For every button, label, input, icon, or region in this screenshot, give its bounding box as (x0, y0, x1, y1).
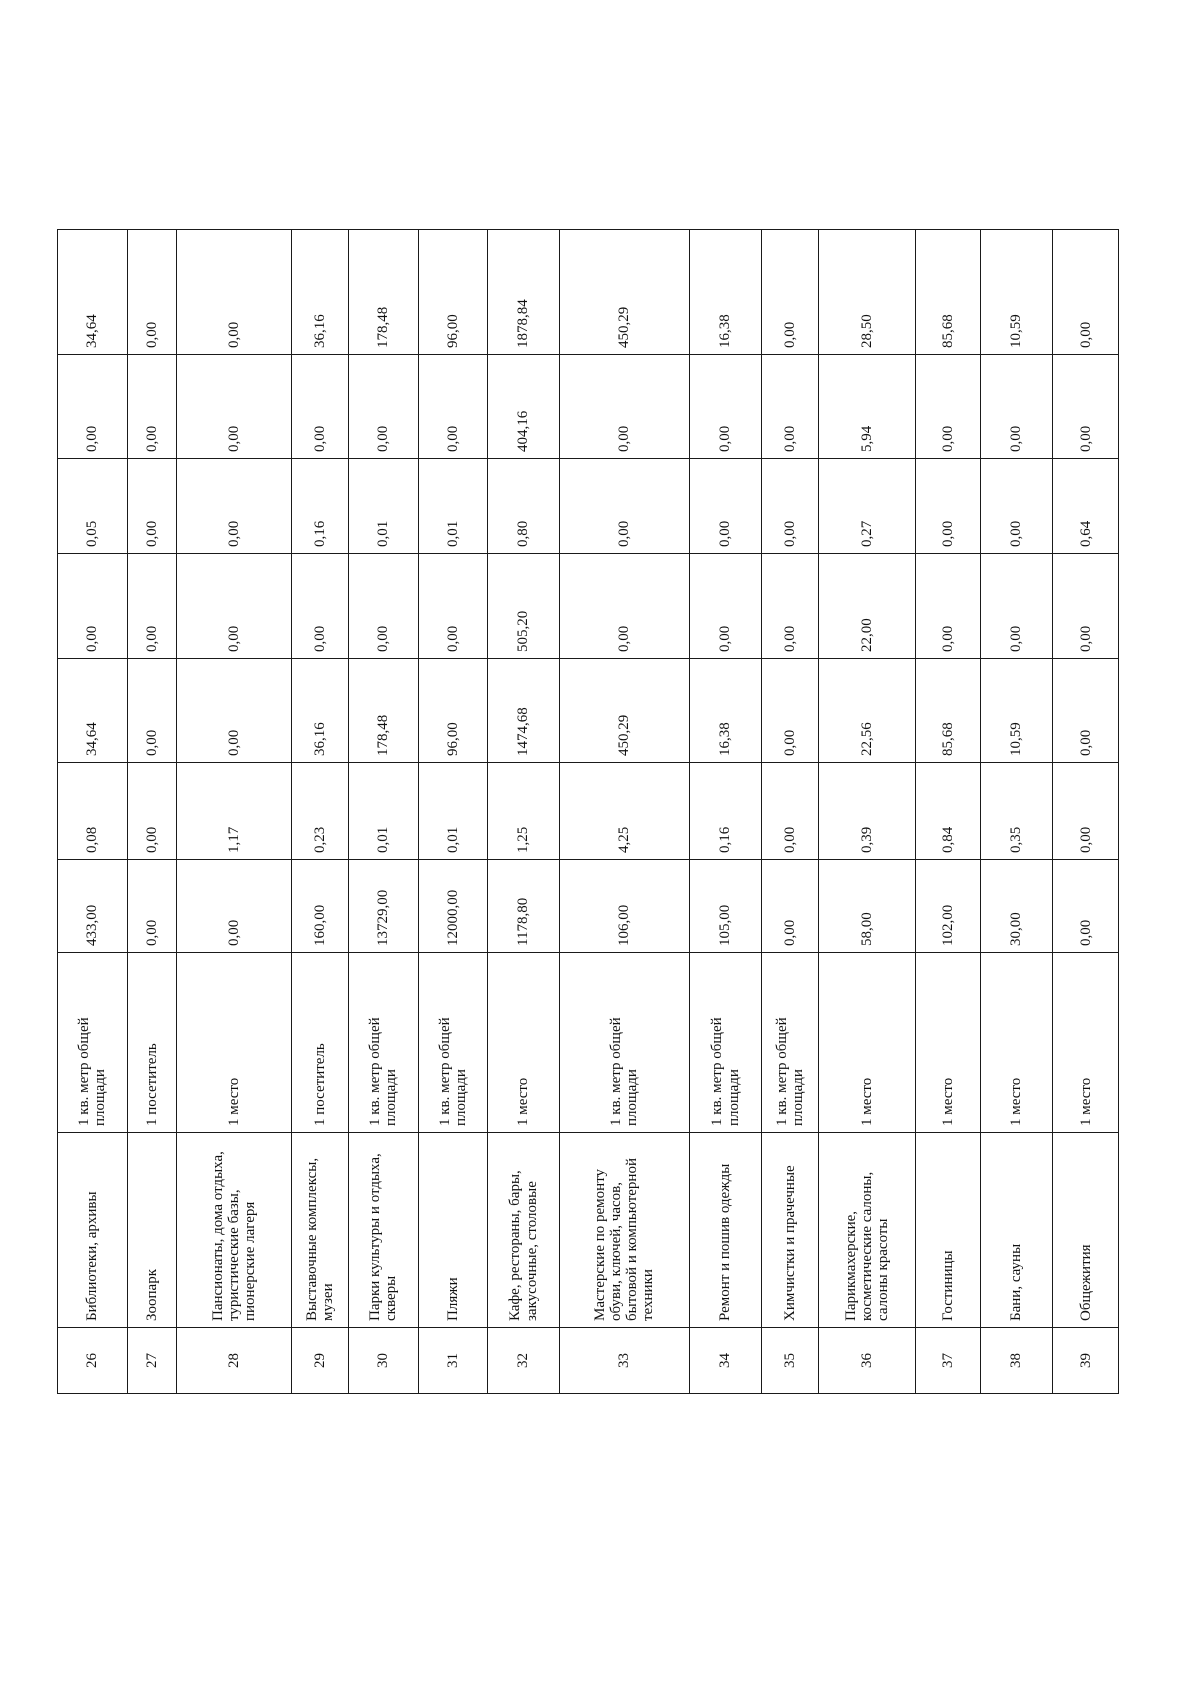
value-cell-6: 178,48 (349, 659, 419, 763)
row-number: 26 (58, 1328, 128, 1394)
value-cell-9: 404,16 (488, 355, 560, 459)
value-cell-5: 0,00 (127, 763, 177, 860)
row-number: 31 (418, 1328, 488, 1394)
value-cell-5: 4,25 (559, 763, 689, 860)
object-name: Кафе, рестораны, бары, закусочные, столовые (488, 1133, 560, 1328)
value-cell-4: 0,00 (1053, 860, 1119, 953)
value-cell-6: 85,68 (916, 659, 980, 763)
value-cell-4: 106,00 (559, 860, 689, 953)
row-number: 30 (349, 1328, 419, 1394)
unit-cell: 1 посетитель (127, 953, 177, 1133)
value-cell-10: 34,64 (58, 230, 128, 355)
value-cell-8: 0,00 (980, 459, 1053, 554)
object-name: Выставочные комплексы, музеи (292, 1133, 349, 1328)
value-cell-10: 16,38 (689, 230, 762, 355)
value-cell-9: 0,00 (127, 355, 177, 459)
value-cell-8: 0,00 (559, 459, 689, 554)
value-cell-5: 0,84 (916, 763, 980, 860)
unit-cell: 1 посетитель (292, 953, 349, 1133)
unit-cell: 1 место (488, 953, 560, 1133)
value-cell-5: 0,00 (762, 763, 819, 860)
value-cell-4: 1178,80 (488, 860, 560, 953)
row-number: 29 (292, 1328, 349, 1394)
unit-cell: 1 кв. метр общей площади (689, 953, 762, 1133)
value-cell-4: 30,00 (980, 860, 1053, 953)
value-cell-6: 0,00 (1053, 659, 1119, 763)
value-cell-10: 36,16 (292, 230, 349, 355)
value-cell-6: 0,00 (127, 659, 177, 763)
value-cell-5: 0,35 (980, 763, 1053, 860)
value-cell-8: 0,27 (819, 459, 916, 554)
value-cell-7: 0,00 (418, 554, 488, 659)
object-name: Мастерские по ремонту обуви, ключей, часов, бытовой и компьютерной техники (559, 1133, 689, 1328)
value-cell-5: 0,00 (1053, 763, 1119, 860)
row-number: 37 (916, 1328, 980, 1394)
unit-cell: 1 кв. метр общей площади (58, 953, 128, 1133)
value-cell-8: 0,16 (292, 459, 349, 554)
value-cell-8: 0,00 (916, 459, 980, 554)
value-cell-5: 0,01 (418, 763, 488, 860)
value-cell-8: 0,01 (418, 459, 488, 554)
value-cell-7: 0,00 (1053, 554, 1119, 659)
value-cell-7: 0,00 (559, 554, 689, 659)
value-cell-5: 1,25 (488, 763, 560, 860)
value-cell-6: 96,00 (418, 659, 488, 763)
value-cell-6: 0,00 (177, 659, 292, 763)
value-cell-8: 0,00 (689, 459, 762, 554)
value-cell-7: 505,20 (488, 554, 560, 659)
value-cell-4: 102,00 (916, 860, 980, 953)
row-number: 38 (980, 1328, 1053, 1394)
value-cell-10: 10,59 (980, 230, 1053, 355)
object-name: Пансионаты, дома отдыха, туристические базы, пионерские лагеря (177, 1133, 292, 1328)
object-name: Гостиницы (916, 1133, 980, 1328)
unit-cell: 1 место (980, 953, 1053, 1133)
value-cell-9: 0,00 (1053, 355, 1119, 459)
row-number: 32 (488, 1328, 560, 1394)
value-cell-10: 0,00 (127, 230, 177, 355)
value-cell-4: 433,00 (58, 860, 128, 953)
table-row (916, 230, 980, 1394)
table-row (762, 230, 819, 1394)
unit-cell: 1 место (916, 953, 980, 1133)
value-cell-5: 0,01 (349, 763, 419, 860)
value-cell-4: 13729,00 (349, 860, 419, 953)
table-row (292, 230, 349, 1394)
value-cell-8: 0,00 (177, 459, 292, 554)
value-cell-9: 0,00 (689, 355, 762, 459)
object-name: Зоопарк (127, 1133, 177, 1328)
row-number: 36 (819, 1328, 916, 1394)
value-cell-5: 0,08 (58, 763, 128, 860)
unit-cell: 1 кв. метр общей площади (349, 953, 419, 1133)
value-cell-10: 0,00 (177, 230, 292, 355)
value-cell-8: 0,05 (58, 459, 128, 554)
value-cell-4: 105,00 (689, 860, 762, 953)
value-cell-9: 0,00 (58, 355, 128, 459)
object-name: Общежития (1053, 1133, 1119, 1328)
value-cell-8: 0,64 (1053, 459, 1119, 554)
table-row (819, 230, 916, 1394)
value-cell-10: 178,48 (349, 230, 419, 355)
value-cell-10: 450,29 (559, 230, 689, 355)
value-cell-4: 0,00 (127, 860, 177, 953)
unit-cell: 1 кв. метр общей площади (762, 953, 819, 1133)
value-cell-10: 28,50 (819, 230, 916, 355)
unit-cell: 1 место (1053, 953, 1119, 1133)
object-name: Ремонт и пошив одежды (689, 1133, 762, 1328)
value-cell-7: 0,00 (177, 554, 292, 659)
value-cell-8: 0,80 (488, 459, 560, 554)
value-cell-6: 0,00 (762, 659, 819, 763)
table-row (488, 230, 560, 1394)
table-row (689, 230, 762, 1394)
value-cell-7: 0,00 (762, 554, 819, 659)
value-cell-4: 12000,00 (418, 860, 488, 953)
unit-cell: 1 кв. метр общей площади (559, 953, 689, 1133)
value-cell-8: 0,01 (349, 459, 419, 554)
rotated-table-page (57, 299, 1119, 1394)
value-cell-6: 1474,68 (488, 659, 560, 763)
value-cell-4: 0,00 (177, 860, 292, 953)
table-row (58, 230, 128, 1394)
value-cell-7: 0,00 (292, 554, 349, 659)
table-row (177, 230, 292, 1394)
table-row (980, 230, 1053, 1394)
row-number: 33 (559, 1328, 689, 1394)
table-row (1053, 230, 1119, 1394)
value-cell-7: 0,00 (349, 554, 419, 659)
table-row (418, 230, 488, 1394)
value-cell-7: 0,00 (127, 554, 177, 659)
row-number: 35 (762, 1328, 819, 1394)
value-cell-6: 22,56 (819, 659, 916, 763)
table-row (349, 230, 419, 1394)
value-cell-9: 0,00 (349, 355, 419, 459)
value-cell-7: 0,00 (980, 554, 1053, 659)
object-name: Парки культуры и отдыха, скверы (349, 1133, 419, 1328)
value-cell-8: 0,00 (127, 459, 177, 554)
value-cell-4: 160,00 (292, 860, 349, 953)
unit-cell: 1 место (819, 953, 916, 1133)
table-row (559, 230, 689, 1394)
value-cell-6: 450,29 (559, 659, 689, 763)
object-name: Бани, сауны (980, 1133, 1053, 1328)
value-cell-9: 0,00 (762, 355, 819, 459)
row-number: 27 (127, 1328, 177, 1394)
unit-cell: 1 место (177, 953, 292, 1133)
value-cell-9: 0,00 (292, 355, 349, 459)
value-cell-4: 58,00 (819, 860, 916, 953)
value-cell-6: 10,59 (980, 659, 1053, 763)
value-cell-10: 96,00 (418, 230, 488, 355)
value-cell-9: 5,94 (819, 355, 916, 459)
value-cell-6: 16,38 (689, 659, 762, 763)
object-name: Библиотеки, архивы (58, 1133, 128, 1328)
value-cell-9: 0,00 (559, 355, 689, 459)
row-number: 39 (1053, 1328, 1119, 1394)
object-name: Парикмахерские, косметические салоны, салоны красоты (819, 1133, 916, 1328)
value-cell-9: 0,00 (916, 355, 980, 459)
value-cell-5: 0,23 (292, 763, 349, 860)
value-cell-10: 0,00 (762, 230, 819, 355)
value-cell-6: 36,16 (292, 659, 349, 763)
value-cell-6: 34,64 (58, 659, 128, 763)
value-cell-4: 0,00 (762, 860, 819, 953)
value-cell-7: 0,00 (689, 554, 762, 659)
object-name: Пляжи (418, 1133, 488, 1328)
table-row (127, 230, 177, 1394)
value-cell-7: 22,00 (819, 554, 916, 659)
value-cell-7: 0,00 (58, 554, 128, 659)
waste-norms-table (57, 229, 1119, 1394)
row-number: 28 (177, 1328, 292, 1394)
value-cell-5: 1,17 (177, 763, 292, 860)
value-cell-5: 0,39 (819, 763, 916, 860)
value-cell-9: 0,00 (418, 355, 488, 459)
value-cell-10: 85,68 (916, 230, 980, 355)
value-cell-10: 0,00 (1053, 230, 1119, 355)
object-name: Химчистки и прачечные (762, 1133, 819, 1328)
value-cell-8: 0,00 (762, 459, 819, 554)
value-cell-5: 0,16 (689, 763, 762, 860)
row-number: 34 (689, 1328, 762, 1394)
value-cell-9: 0,00 (177, 355, 292, 459)
value-cell-7: 0,00 (916, 554, 980, 659)
value-cell-10: 1878,84 (488, 230, 560, 355)
unit-cell: 1 кв. метр общей площади (418, 953, 488, 1133)
value-cell-9: 0,00 (980, 355, 1053, 459)
